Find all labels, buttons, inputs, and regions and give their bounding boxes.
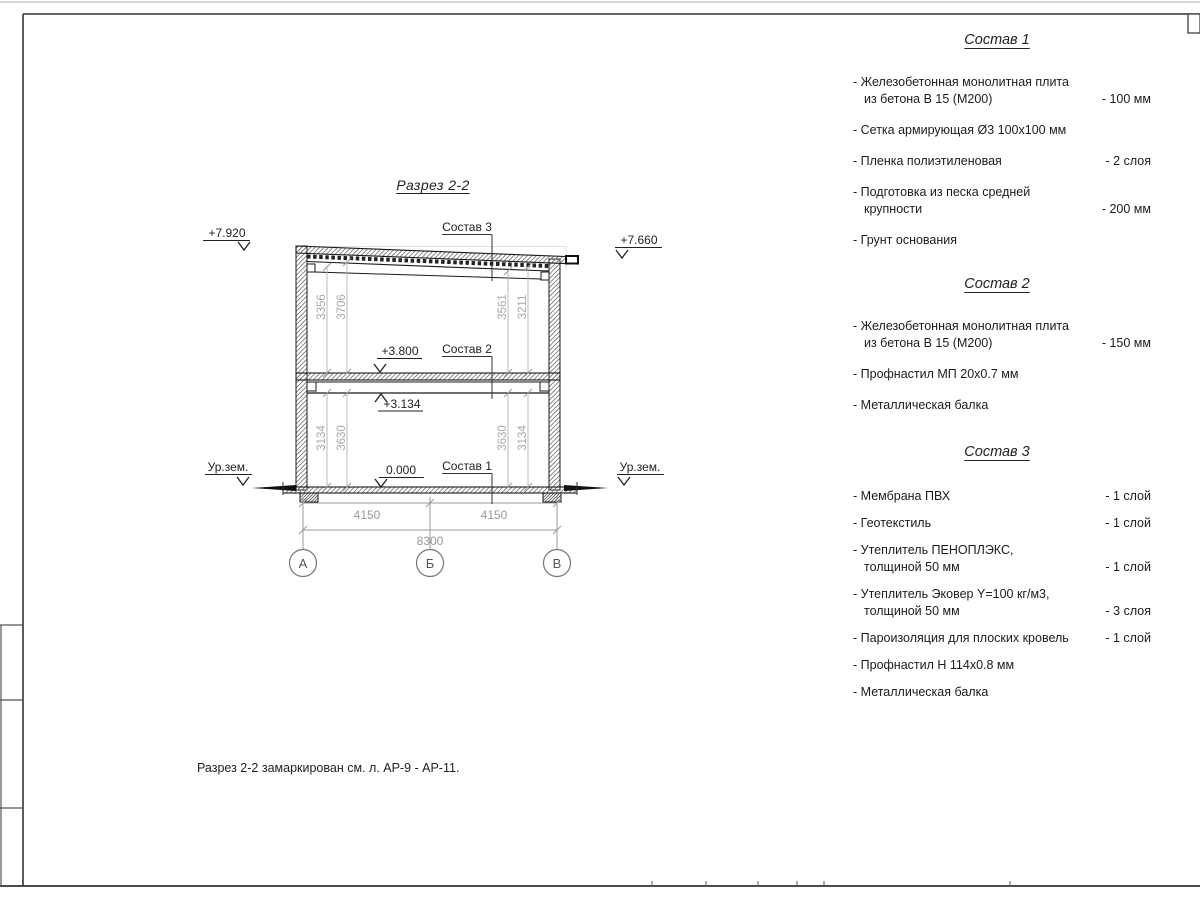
level-roof-left: +7.920 <box>208 226 246 240</box>
composition-list-2 <box>843 276 1151 414</box>
list-items <box>843 74 1151 249</box>
item-value: - 1 слой <box>1105 489 1151 503</box>
item-text-2: из бетона В 15 (М200) <box>864 336 993 350</box>
level-arrow <box>237 477 249 485</box>
item-text: - Металлическая балка <box>853 398 989 412</box>
floor2-slab <box>296 373 560 393</box>
ground-level-left: Ур.зем. <box>207 460 249 474</box>
item-value: - 1 слой <box>1105 631 1151 645</box>
label-sostav2: Состав 2 <box>442 342 492 356</box>
item-text: - Пленка полиэтиленовая <box>853 154 1002 168</box>
dim-span-left: 4150 <box>353 508 381 522</box>
item-value: - 100 мм <box>1101 92 1151 106</box>
level-zero: 0.000 <box>385 463 417 477</box>
list-item <box>843 684 1151 701</box>
dim-span-right: 4150 <box>480 508 508 522</box>
item-text: - Мембрана ПВХ <box>853 489 951 503</box>
list-heading: Состав 1 <box>964 32 1030 48</box>
level-marks <box>203 226 664 487</box>
list-item <box>843 488 1151 505</box>
axis-b: Б <box>425 556 435 571</box>
axis-a: А <box>298 556 308 571</box>
list-item <box>843 74 1151 108</box>
item-value: - 200 мм <box>1101 202 1151 216</box>
item-text: - Грунт основания <box>853 233 958 247</box>
composition-list-3 <box>843 444 1151 701</box>
vdim-lower-left-outer: 3630 <box>336 425 348 451</box>
left-wall <box>296 246 307 490</box>
vdim-lower-right-inner: 3630 <box>497 425 509 451</box>
item-text: - Сетка армирующая Ø3 100х100 мм <box>853 123 1067 137</box>
list-item <box>843 153 1151 170</box>
item-text: - Железобетонная монолитная плита <box>853 319 1069 333</box>
ground-level-right: Ур.зем. <box>619 460 661 474</box>
vdim-upper-left-outer: 3706 <box>336 294 348 320</box>
list-item <box>843 366 1151 383</box>
vdim-lower-left-inner: 3134 <box>316 425 328 451</box>
list-item <box>843 184 1151 218</box>
level-arrow <box>374 364 386 372</box>
list-item <box>843 657 1151 674</box>
item-value: - 150 мм <box>1101 336 1151 350</box>
frame-corner-box <box>1188 14 1200 33</box>
item-text: - Геотекстиль <box>853 516 932 530</box>
item-text: - Железобетонная монолитная плита <box>853 75 1069 89</box>
item-text: - Подготовка из песка средней <box>853 185 1031 199</box>
item-text: - Пароизоляция для плоских кровель <box>853 631 1069 645</box>
item-text: - Металлическая балка <box>853 685 989 699</box>
roof-edge-cap <box>566 256 578 264</box>
foundation-pad-right <box>543 493 561 502</box>
composition-list-1 <box>843 32 1151 249</box>
item-text: - Профнастил Н 114х0.8 мм <box>853 658 1015 672</box>
level-arrow <box>616 250 628 258</box>
list-items <box>843 488 1151 701</box>
vdim-lower-right-outer: 3134 <box>517 425 529 451</box>
item-text: - Профнастил МП 20х0.7 мм <box>853 367 1019 381</box>
list-item <box>843 122 1151 139</box>
list-item <box>843 515 1151 532</box>
list-item <box>843 318 1151 352</box>
vdim-upper-right-outer: 3211 <box>517 294 529 320</box>
ground-line-left <box>252 485 296 491</box>
list-item <box>843 542 1151 576</box>
item-text-2: толщиной 50 мм <box>864 604 960 618</box>
level-floor2: +3.800 <box>381 344 419 358</box>
item-text-2: из бетона В 15 (М200) <box>864 92 993 106</box>
vdim-upper-left-inner: 3356 <box>316 294 328 320</box>
ground-line-right <box>564 485 608 491</box>
level-roof-right: +7.660 <box>620 233 658 247</box>
dim-total: 8300 <box>416 534 444 548</box>
item-value: - 2 слоя <box>1105 154 1151 168</box>
list-heading: Состав 2 <box>964 276 1030 292</box>
list-heading: Состав 3 <box>964 444 1030 460</box>
item-text: - Утеплитель Эковер Y=100 кг/м3, <box>853 587 1050 601</box>
reference-note: Разрез 2-2 замаркирован см. л. АР-9 - АР-11. <box>197 761 460 775</box>
level-arrow <box>375 479 387 487</box>
list-item <box>843 630 1151 647</box>
label-sostav1: Состав 1 <box>442 459 492 473</box>
list-item <box>843 397 1151 414</box>
vdim-upper-right-inner: 3561 <box>497 294 509 320</box>
drawing-title: Разрез 2-2 <box>396 177 470 193</box>
item-value: - 1 слой <box>1105 560 1151 574</box>
list-item <box>843 586 1151 620</box>
list-items <box>843 318 1151 414</box>
item-text-2: толщиной 50 мм <box>864 560 960 574</box>
label-sostav3: Состав 3 <box>442 220 492 234</box>
item-value: - 3 слоя <box>1105 604 1151 618</box>
level-beam: +3.134 <box>383 397 421 411</box>
axis-v: В <box>552 556 562 571</box>
item-value: - 1 слой <box>1105 516 1151 530</box>
level-arrow <box>238 242 250 250</box>
roof-assembly <box>296 246 578 280</box>
level-arrow <box>618 477 630 485</box>
item-text-2: крупности <box>864 202 923 216</box>
axis-bubbles <box>290 550 571 577</box>
list-item <box>843 232 1151 249</box>
item-text: - Утеплитель ПЕНОПЛЭКС, <box>853 543 1014 557</box>
